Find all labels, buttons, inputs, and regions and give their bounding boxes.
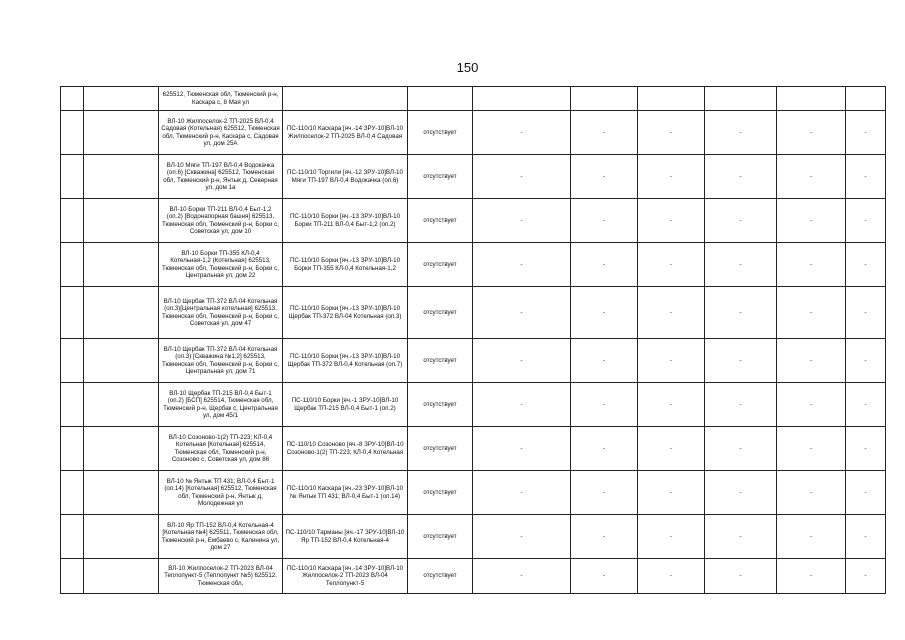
cell-dash: - xyxy=(571,111,638,155)
cell-dash: - xyxy=(473,155,571,199)
cell-blank xyxy=(84,559,159,594)
cell-connection: ПС-110/10 Созоново [яч.-8 ЗРУ-10]ВЛ-10 Созоново-1(2) ТП-223; КЛ-0,4 Котельная xyxy=(283,427,408,471)
cell-dash: - xyxy=(638,383,705,427)
cell-dash: - xyxy=(473,471,571,515)
cell-dash: - xyxy=(571,339,638,383)
cell-dash: - xyxy=(777,339,846,383)
cell-location: ВЛ-10 Созоново-1(2) ТП-223; КЛ-0,4 Котельная [Котельная] 625514, Тюменская обл, Тюменский р-н, Созоново с, Советская ул, дом 86 xyxy=(159,427,283,471)
cell-index xyxy=(61,87,84,111)
table-row xyxy=(61,515,886,559)
cell-empty xyxy=(638,87,705,111)
cell-connection: ПС-110/10 Тарманы [яч.-17 ЗРУ-10]ВЛ-10 Яр ТП-152 ВЛ-0,4 Котельная-4 xyxy=(283,515,408,559)
cell-empty xyxy=(473,87,571,111)
cell-dash: - xyxy=(638,287,705,339)
cell-dash: - xyxy=(638,111,705,155)
cell-dash: - xyxy=(571,515,638,559)
cell-status: отсутствует xyxy=(408,515,473,559)
cell-empty xyxy=(846,87,886,111)
table-row xyxy=(61,339,886,383)
cell-status: отсутствует xyxy=(408,383,473,427)
cell-dash: - xyxy=(571,287,638,339)
cell-location: ВЛ-10 № Янтык ТП 431; ВЛ-0,4 Быт-1 (оп.14) [Котельная] 625512, Тюменская обл, Тюменский р-н, Янтык д, Молодежная ул xyxy=(159,471,283,515)
cell-blank xyxy=(84,515,159,559)
cell-status: отсутствует xyxy=(408,155,473,199)
cell-blank xyxy=(84,339,159,383)
cell-dash: - xyxy=(638,199,705,243)
cell-dash: - xyxy=(571,155,638,199)
cell-dash: - xyxy=(777,111,846,155)
cell-connection: ПС-110/10 Борки [яч.-13 ЗРУ-10]ВЛ-10 Щербак ТП-372 ВЛ-04 Котельная (оп.3) xyxy=(283,287,408,339)
cell-connection xyxy=(283,87,408,111)
cell-empty xyxy=(705,87,777,111)
table-row xyxy=(61,287,886,339)
cell-dash: - xyxy=(473,243,571,287)
cell-dash: - xyxy=(777,243,846,287)
table-row-fragment xyxy=(61,87,886,111)
cell-index xyxy=(61,287,84,339)
cell-dash: - xyxy=(777,383,846,427)
cell-dash: - xyxy=(705,515,777,559)
cell-dash: - xyxy=(846,383,886,427)
cell-status: отсутствует xyxy=(408,559,473,594)
cell-index xyxy=(61,427,84,471)
cell-location: ВЛ-10 Яр ТП-152 ВЛ-0,4 Котельная-4 [Котельная №4] 625511, Тюменская обл, Тюменский р-н, Ембаево с, Калинина ул, дом 27 xyxy=(159,515,283,559)
cell-status: отсутствует xyxy=(408,199,473,243)
cell-dash: - xyxy=(571,559,638,594)
cell-blank xyxy=(84,155,159,199)
cell-connection: ПС-110/10 Борки [яч.-13 ЗРУ-10]ВЛ-10 Щербак ТП-372 ВЛ-0,4 Котельная (оп.7) xyxy=(283,339,408,383)
cell-dash: - xyxy=(705,199,777,243)
cell-location: ВЛ-10 Борки ТП-355 КЛ-0,4 Котельная-1,2 (Котельная) 625513, Тюменская обл, Тюменский р-н, Борки с, Центральная ул, дом 22 xyxy=(159,243,283,287)
cell-connection: ПС-110/10 Борки [яч.-13 ЗРУ-10]ВЛ-10 Борки ТП-211 ВЛ-0,4 Быт-1,2 (оп.2) xyxy=(283,199,408,243)
cell-location: ВЛ-10 Щербак ТП-215 ВЛ-0,4 Быт-1 (оп.2) [БСП] 625514, Тюменская обл, Тюменский р-н, Щербак с, Центральная ул, дом 45/1 xyxy=(159,383,283,427)
cell-empty xyxy=(571,87,638,111)
cell-dash: - xyxy=(846,111,886,155)
cell-blank xyxy=(84,199,159,243)
cell-dash: - xyxy=(705,471,777,515)
cell-index xyxy=(61,243,84,287)
cell-connection: ПС-110/10 Борки [яч.-13 ЗРУ-10]ВЛ-10 Борки ТП-355 КЛ-0,4 Котельная-1,2 xyxy=(283,243,408,287)
table-row xyxy=(61,559,886,594)
cell-dash: - xyxy=(473,515,571,559)
table-row xyxy=(61,243,886,287)
cell-dash: - xyxy=(705,243,777,287)
cell-dash: - xyxy=(777,471,846,515)
cell-blank xyxy=(84,427,159,471)
cell-location: 625512, Тюменская обл, Тюменский р-н, Каскара с, 8 Мая ул xyxy=(159,87,283,111)
cell-index xyxy=(61,199,84,243)
table-row xyxy=(61,471,886,515)
cell-dash: - xyxy=(846,515,886,559)
table-row xyxy=(61,383,886,427)
cell-index xyxy=(61,471,84,515)
cell-location: ВЛ-10 Жилпоселок-2 ТП-2025 ВЛ-0,4 Садовая (Котельная) 625512, Тюменская обл, Тюменский р-н, Каскара с, Садовая ул, дом 25А xyxy=(159,111,283,155)
cell-status: отсутствует xyxy=(408,339,473,383)
cell-dash: - xyxy=(846,339,886,383)
cell-dash: - xyxy=(777,155,846,199)
cell-dash: - xyxy=(846,559,886,594)
cell-location: ВЛ-10 Жилпоселок-2 ТП-2023 ВЛ-04 Теплопункт-5 (Теплопункт №5) 625512, Тюменская обл, xyxy=(159,559,283,594)
cell-dash: - xyxy=(705,559,777,594)
cell-dash: - xyxy=(705,287,777,339)
cell-dash: - xyxy=(571,199,638,243)
cell-dash: - xyxy=(473,111,571,155)
page-number: 150 xyxy=(456,60,479,75)
cell-status: отсутствует xyxy=(408,243,473,287)
cell-connection: ПС-110/10 Каскара [яч.-23 ЗРУ-10]ВЛ-10 № Янтык ТП 431; ВЛ-0,4 Быт-1 (оп.14) xyxy=(283,471,408,515)
cell-empty xyxy=(777,87,846,111)
cell-dash: - xyxy=(777,559,846,594)
cell-status xyxy=(408,87,473,111)
equipment-table xyxy=(60,86,886,594)
cell-blank xyxy=(84,111,159,155)
table-row xyxy=(61,155,886,199)
cell-blank xyxy=(84,471,159,515)
cell-connection: ПС-110/10 Каскара [яч.-14 ЗРУ-10]ВЛ-10 Жилпоселок-2 ТП-2023 ВЛ-04 Теплопункт-5 xyxy=(283,559,408,594)
cell-index xyxy=(61,515,84,559)
cell-dash: - xyxy=(705,155,777,199)
cell-connection: ПС-110/10 Каскара [яч.-14 ЗРУ-10]ВЛ-10 Жилпоселок-2 ТП-2025 ВЛ-0,4 Садовая xyxy=(283,111,408,155)
cell-blank xyxy=(84,87,159,111)
cell-status: отсутствует xyxy=(408,287,473,339)
cell-dash: - xyxy=(777,427,846,471)
cell-index xyxy=(61,155,84,199)
table-row xyxy=(61,111,886,155)
table-row xyxy=(61,427,886,471)
cell-dash: - xyxy=(473,339,571,383)
cell-dash: - xyxy=(777,199,846,243)
cell-dash: - xyxy=(571,471,638,515)
cell-location: ВЛ-10 Щербак ТП-372 ВЛ-04 Котельная (оп.3)[Центральная котельная] 625513, Тюменская обл, Тюменский р-н, Борки с, Советская ул, дом 47 xyxy=(159,287,283,339)
cell-dash: - xyxy=(571,243,638,287)
cell-dash: - xyxy=(638,515,705,559)
cell-dash: - xyxy=(846,427,886,471)
cell-location: ВЛ-10 Борки ТП-211 ВЛ-0,4 Быт-1,2 (оп.2) [Водонапорная башня] 625513, Тюменская обл, Тюменский р-н, Борки с, Советская ул, дом 10 xyxy=(159,199,283,243)
cell-connection: ПС-110/10 Торгили [яч.-12 ЗРУ-10]ВЛ-10 Мяги ТП-197 ВЛ-0,4 Водокачка (оп.6) xyxy=(283,155,408,199)
cell-dash: - xyxy=(705,339,777,383)
cell-dash: - xyxy=(473,383,571,427)
cell-status: отсутствует xyxy=(408,427,473,471)
cell-dash: - xyxy=(638,559,705,594)
cell-dash: - xyxy=(846,287,886,339)
cell-dash: - xyxy=(473,559,571,594)
cell-dash: - xyxy=(846,243,886,287)
cell-status: отсутствует xyxy=(408,111,473,155)
cell-dash: - xyxy=(846,471,886,515)
cell-index xyxy=(61,383,84,427)
cell-dash: - xyxy=(638,243,705,287)
cell-dash: - xyxy=(638,427,705,471)
cell-location: ВЛ-10 Щербак ТП-372 ВЛ-04 Котельная (оп.3) [Скважина №1,2] 625513, Тюменская обл, Тюменский р-н, Борки с, Центральная ул, дом 71 xyxy=(159,339,283,383)
cell-status: отсутствует xyxy=(408,471,473,515)
cell-index xyxy=(61,111,84,155)
cell-location: ВЛ-10 Мяги ТП-197 ВЛ-0,4 Водокачка (оп.6) [Скважина] 625512, Тюменская обл, Тюменский р-н, Янтык д, Северная ул, дом 1а xyxy=(159,155,283,199)
cell-dash: - xyxy=(571,383,638,427)
cell-dash: - xyxy=(638,339,705,383)
cell-dash: - xyxy=(705,111,777,155)
cell-blank xyxy=(84,287,159,339)
cell-dash: - xyxy=(638,155,705,199)
cell-dash: - xyxy=(705,427,777,471)
cell-dash: - xyxy=(846,155,886,199)
cell-blank xyxy=(84,243,159,287)
cell-index xyxy=(61,339,84,383)
cell-dash: - xyxy=(473,199,571,243)
cell-blank xyxy=(84,383,159,427)
cell-connection: ПС-110/10 Борки [яч.-1 ЗРУ-10]ВЛ-10 Щербак ТП-215 ВЛ-0,4 Быт-1 (оп.2) xyxy=(283,383,408,427)
cell-dash: - xyxy=(638,471,705,515)
cell-index xyxy=(61,559,84,594)
cell-dash: - xyxy=(571,427,638,471)
cell-dash: - xyxy=(705,383,777,427)
cell-dash: - xyxy=(473,427,571,471)
cell-dash: - xyxy=(473,287,571,339)
cell-dash: - xyxy=(777,515,846,559)
table-row xyxy=(61,199,886,243)
cell-dash: - xyxy=(777,287,846,339)
cell-dash: - xyxy=(846,199,886,243)
